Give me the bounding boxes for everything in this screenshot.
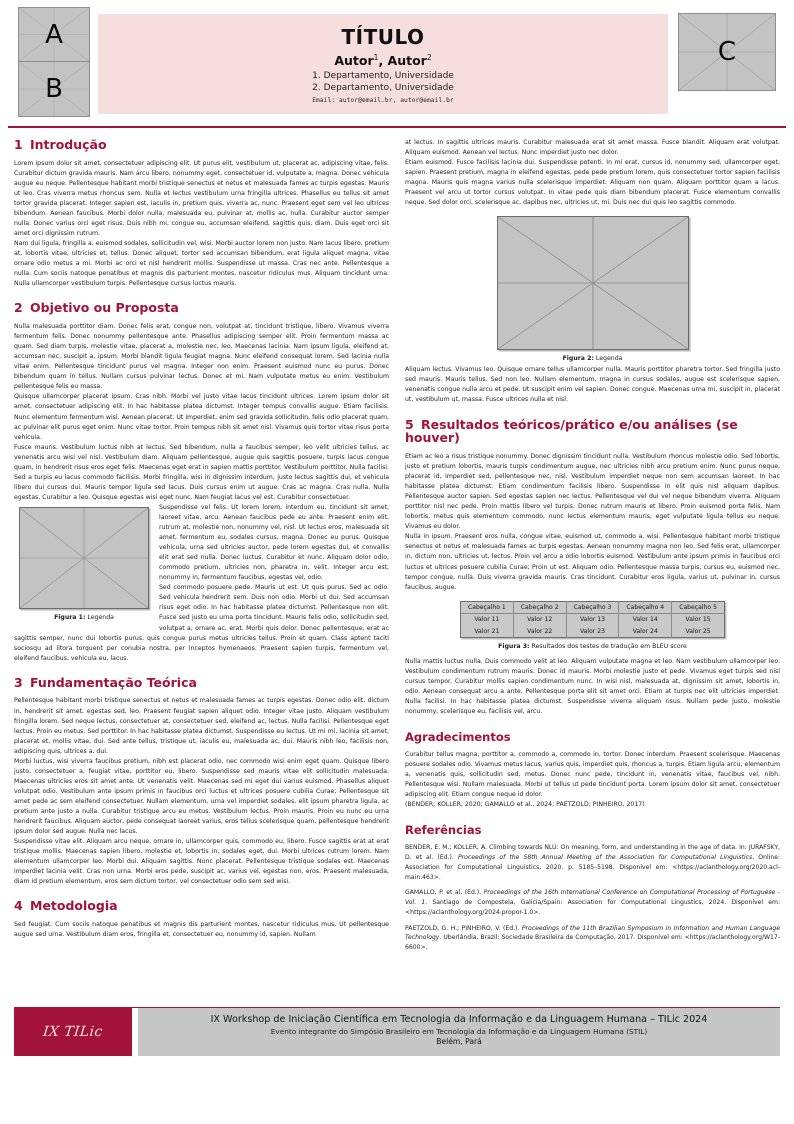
section-number: 4 [14,898,23,914]
figure-2-caption-label: Figura 2: [562,355,594,363]
section-heading-agradecimentos: Agradecimentos [405,730,511,745]
section-title: Metodologia [30,898,118,914]
table-row [461,625,725,637]
logo-c-label: C [717,37,737,67]
section-title: Introdução [30,137,107,152]
table-header-cell: Cabeçalho 3 [566,601,619,613]
section-heading-metodologia [14,899,389,913]
logo-b-label: B [45,74,63,104]
paragraph: Sed commodo posuere pede. Mauris ut est. Ut quis purus. Sed ac odio. Sed vehicula hendrerit sem. Duis non odio. Morbi ut dui. Sed accumsan risus eget odio. In hac habitasse platea dictumst. Pellentesque non elit. Fusce sed justo eu urna porta tincidunt. Mauris felis odio, sollicitudin sed, volutpat a, ornare ac, erat. Morbi quis dolor. Donec pellentesque, erat ac sagittis semper, nunc dui lobortis purus, quis congue purus metus ultricies tellus. Proin et quam. Class aptent taciti sociosqu ad litora torquent per conubia nostra, per inceptos hymenaeos. Praesent sapien turpis, fermentum vel, eleifend faucibus, vehicula eu, lacus. [14,584,389,662]
title-band [98,14,668,114]
reference-pre: PAETZOLD, G. H.; PINHEIRO, V. (Ed.). [405,924,522,932]
paragraph: Etiam euismod. Fusce facilisis lacinia dui. Suspendisse potenti. In mi erat, cursus id, nonummy sed, ullamcorper eget, sapien. Praesent pretium, magna in eleifend egestas, pede pede pretium lorem, quis consectetuer tortor sapien facilisis magna. Mauris quis magna varius nulla scelerisque imperdiet. Aliquam non quam. Aliquam porttitor quam a lacus. Praesent vel arcu ut tortor cursus volutpat. In vitae pede quis diam bibendum placerat. Fusce elementum convallis neque. Sed dolor orci, scelerisque ac, dapibus nec, ultricies ut, mi. Duis nec dui quis leo sagittis commodo. [405,159,780,207]
paragraph: Nam dui ligula, fringilla a, euismod sodales, sollicitudin vel, wisi. Morbi auctor lorem non justo. Nam lacus libero, pretium at, lobortis vitae, ultricies et, tellus. Donec aliquet, tortor sed accumsan bibendum, erat ligula aliquet magna, vitae ornare odio metus a mi. Morbi ac orci et nisl hendrerit mollis. Suspendisse ut massa. Cras nec ante. Pellentesque a nulla. Cum sociis natoque penatibus et magnis dis parturient montes, nascetur ridiculus mus. Aliquam tincidunt urna. Nulla ullamcorper vestibulum turpis. Pellentesque cursus luctus mauris. [14,240,389,288]
paragraph: Etiam ac leo a risus tristique nonummy. Donec dignissim tincidunt nulla. Vestibulum rhoncus molestie odio. Sed lobortis, justo et pretium lobortis, mauris turpis condimentum augue, nec ultricies nibh arcu pretium enim. Nunc purus neque, placerat id, imperdiet sed, pellentesque nec, nisl. Vestibulum imperdiet neque non sem accumsan laoreet. In hac habitasse platea dictumst. Etiam condimentum facilisis libero. Suspendisse in elit quis nisl aliquam dapibus. Pellentesque auctor sapien. Sed egestas sapien nec lectus. Pellentesque vel dui vel neque bibendum viverra. Aliquam porttitor nisl nec pede. Proin mattis libero vel turpis. Donec rutrum mauris et libero. Proin euismod porta felis. Nam lobortis, metus quis elementum commodo, nunc lectus elementum mauris, eget vulputate ligula tellus eu neque. Vivamus eu dolor. [405,453,780,531]
paragraph: Fusce mauris. Vestibulum luctus nibh at lectus. Sed bibendum, nulla a faucibus semper, leo velit ultricies tellus, ac venenatis arcu wisi vel nisl. Vestibulum diam. Aliquam pellentesque, augue quis sagittis posuere, turpis lacus congue quam, in hendrerit risus eros eget felis. Maecenas eget erat in sapien mattis porttitor. Vestibulum porttitor. Nulla facilisi. Sed a turpis eu lacus commodo facilisis. Morbi fringilla, wisi in dignissim interdum, justo lectus sagittis dui, et vehicula libero dui cursus dui. Mauris tempor ligula sed lacus. Duis cursus enim ut augue. Cras ac magna. Cras nulla. Nulla egestas. Curabitur a leo. Quisque egestas wisi eget nunc. Nam feugiat lacus vel est. Curabitur consectetuer. [14,443,389,501]
reference-item [405,843,780,882]
affiliation-1: 1. Departamento, Universidade [312,71,454,82]
footer-event-title: IX Workshop de Iniciação Científica em Tecnologia da Informação e da Linguagem Humana – TILic 2024 [210,1014,708,1025]
paragraph: Nulla malesuada porttitor diam. Donec felis erat, congue non, volutpat at, tincidunt tristique, libero. Vivamus viverra fermentum felis. Donec nonummy pellentesque ante. Phasellus adipiscing semper elit. Proin fermentum massa ac quam. Sed diam turpis, molestie vitae, placerat a, molestie nec, leo. Maecenas lacinia. Nam ipsum ligula, eleifend at, accumsan nec, suscipit a, ipsum. Morbi blandit ligula feugiat magna. Nunc eleifend consequat lorem. Sed lacinia nulla vitae enim. Pellentesque tincidunt purus vel magna. Integer non enim. Praesent euismod nunc eu purus. Donec bibendum quam in tellus. Nullam cursus pulvinar lectus. Donec et mi. Nam vulputate metus eu enim. Vestibulum pellentesque felis eu massa. [14,323,389,391]
left-column [14,138,389,998]
paragraph: Morbi luctus, wisi viverra faucibus pretium, nibh est placerat odio, nec commodo wisi enim eget quam. Quisque libero justo, consectetuer a, feugiat vitae, porttitor eu, libero. Suspendisse sed mauris vitae elit sollicitudin malesuada. Maecenas ultricies eros sit amet ante. Ut venenatis velit. Maecenas sed mi eget dui varius euismod. Phasellus aliquet volutpat odio. Vestibulum ante ipsum primis in faucibus orci luctus et ultrices posuere cubilia Curae; Pellentesque sit amet pede ac sem eleifend consectetuer. Nullam elementum, urna vel imperdiet sodales, elit ipsum pharetra ligula, ac pretium ante justo a nulla. Curabitur tristique arcu eu metus. Vestibulum lectus. Proin mauris. Proin eu nunc eu urna hendrerit faucibus. Aliquam auctor, pede consequat laoreet varius, eros tellus scelerisque quam, pellentesque hendrerit ipsum dolor sed augue. Nulla nec lacus. [14,757,389,836]
paragraph: Aliquam lectus. Vivamus leo. Quisque ornare tellus ullamcorper nulla. Mauris porttitor pharetra tortor. Sed fringilla justo sed mauris. Mauris tellus. Sed non leo. Nullam elementum, magna in cursus sodales, augue est scelerisque sapien, venenatis congue nulla arcu et pede. Ut suscipit enim vel sapien. Donec congue. Maecenas urna mi, suscipit in, placerat ut, vestibulum ut, massa. Fusce ultrices nulla et nisl. [405,366,780,404]
table-header-cell: Cabeçalho 1 [461,601,514,613]
table-cell: Valor 15 [685,616,711,624]
poster-footer [14,1008,780,1056]
figure-1-caption-text: Legenda [87,613,114,621]
section-title: Resultados teóricos/prático e/ou análises (se houver) [405,416,738,446]
footer-event-info [138,1008,780,1056]
figure-1 [19,507,149,621]
table-cell: Valor 12 [513,614,566,626]
paragraph: Suspendisse vitae elit. Aliquam arcu neque, ornare in, ullamcorper quis, commodo eu, libero. Fusce sagittis erat at erat tristique mollis. Maecenas sapien libero, molestie et, lobortis in, sodales eget, dui. Morbi ultrices rutrum lorem. Nam elementum ullamcorper leo. Morbi dui. Aliquam sagittis. Nunc placerat. Pellentesque tristique sodales est. Maecenas imperdiet lacinia velit. Cras non urna. Morbi eros pede, suscipit ac, varius vel, egestas non, eros. Praesent malesuada, diam id pretium elementum, eros sem dictum tortor, vel consectetuer odio sem sed wisi. [14,838,389,886]
logo-placeholder-b [18,62,90,117]
acknowledgement-citations: (BENDER; KOLLER, 2020; GAMALLO et al., 2024; PAETZOLD; PINHEIRO, 2017) [405,801,645,809]
table-cell: Valor 14 [619,614,672,626]
section-number: 1 [14,137,23,152]
figure-3-caption-label: Figura 3: [498,642,530,650]
right-column [405,138,780,998]
results-table [460,601,725,638]
author-line [108,53,658,68]
footer-event-subtitle: Evento integrante do Simpósio Brasileiro em Tecnologia da Informação e da Linguagem Humana (STIL) [270,1026,648,1036]
paragraph: Suspendisse vel felis. Ut lorem lorem, interdum eu, tincidunt sit amet, laoreet vitae, arcu. Aenean faucibus pede eu ante. Praesent enim elit, rutrum at, molestie non, nonummy vel, nisl. Ut lectus eros, malesuada sit amet, fermentum eu, sodales cursus, magna. Donec eu purus. Quisque vehicula, urna sed ultricies auctor, pede lorem egestas dui, et convallis elit erat sed nulla. Donec luctus. Curabitur et nunc. Aliquam dolor odio, commodo pretium, ultricies non, pharetra in, velit. Integer arcu est, nonummy in, fermentum faucibus, egestas vel, odio. [159,503,389,582]
section-title: Fundamentação Teórica [30,674,197,690]
table-header-row [461,601,725,613]
table-cell: Valor 21 [461,625,514,637]
paragraph: Pellentesque habitant morbi tristique senectus et netus et malesuada fames ac turpis egestas. Donec odio elit, dictum in, hendrerit sit amet, egestas sed, leo. Praesent feugiat sapien aliquet odio. Integer vitae justo. Aliquam vestibulum fringilla lorem. Sed neque lectus, consectetuer at, consectetuer sed, eleifend ac, lectus. Nulla facilisi. Pellentesque eget lectus. Proin eu metus. Sed porttitor. In hac habitasse platea dictumst. Suspendisse eu lectus. Ut mi mi, lacinia sit amet, placerat et, mollis vitae, dui. Sed ante tellus, tristique ut, iaculis eu, malesuada ac, dui. Mauris nibh leo, facilisis non, adipiscing quis, ultrices a, dui. [14,697,389,755]
reference-pre: GAMALLO, P. et al. (Ed.). [405,889,484,897]
logo-placeholder-a [18,7,90,62]
table-cell: Valor 23 [566,625,619,637]
paragraph: Quisque ullamcorper placerat ipsum. Cras nibh. Morbi vel justo vitae lacus tincidunt ultrices. Lorem ipsum dolor sit amet, consectetuer adipiscing elit. In hac habitasse platea dictumst. Integer tempus convallis augue. Etiam facilisis. Nunc elementum fermentum wisi. Aenean placerat. Ut imperdiet, enim sed gravida sollicitudin, felis odio placerat quam, ac pulvinar elit purus eget enim. Nunc vitae tortor. Proin tempus nibh sit amet nisl. Vivamus quis tortor vitae risus porta vehicula. [14,393,389,441]
table-cell: Valor 11 [461,614,514,626]
tilic-logo-text: IX TILic [42,1024,104,1040]
reference-item [405,924,780,953]
paragraph: Nulla in ipsum. Praesent eros nulla, congue vitae, euismod ut, commodo a, wisi. Pellentesque habitant morbi tristique senectus et netus et malesuada fames ac turpis egestas. Aenean nonummy magna non leo. Sed felis erat, ullamcorper in, dictum non, ultricies ut, lectus. Proin vel arcu a odio lobortis euismod. Vestibulum ante ipsum primis in faucibus orci luctus et ultrices posuere cubilia Curae; Proin ut est. Aliquam odio. Pellentesque massa turpis, cursus eu, euismod nec, tempor congue, nulla. Duis viverra gravida mauris. Cras tincidunt. Curabitur eros ligula, varius ut, pulvinar in, cursus faucibus, augue. [405,533,780,591]
paragraph: at lectus. In sagittis ultrices mauris. Curabitur malesuada erat sit amet massa. Fusce blandit. Aliquam erat volutpat. Aliquam euismod. Aenean vel lectus. Nunc imperdiet justo nec dolor. [405,139,780,157]
reference-title: Proceedings of the 16th International Conference on Computational Processing of Portuguese - Vol. 1 [405,889,780,907]
results-table-block [405,601,780,650]
reference-post: . Uberlândia, Brazil: Sociedade Brasileira de Computação, 2017. Disponível em: <https://aclanthology.org/W17-6600>. [405,934,780,952]
figure-2-caption [405,355,780,362]
section-heading-introducao [14,138,389,152]
author-separator: , [378,53,388,69]
affiliation-2: 2. Departamento, Universidade [312,82,454,93]
section-number: 5 [405,416,414,432]
table-cell: Valor 24 [619,625,672,637]
reference-post: . Santiago de Compostela, Galicia/Spain: Association for Computational Lingustics, 2024. Disponível em: <https://aclanthology.org/2024.propor-1.0>. [405,899,781,916]
section-heading-resultados [405,418,780,446]
logo-placeholder-c [678,13,776,91]
tilic-logo [14,1008,132,1056]
logo-stack-left [18,7,90,117]
author-1-affil-marker: 1 [373,53,379,62]
section-heading-referencias: Referências [405,823,482,838]
reference-title: Proceedings of the 11th Brazilian Symposium in Information and Human Language Technology [405,924,780,942]
figure-2-image-placeholder [497,216,689,350]
table-cell: Valor 13 [566,614,619,626]
figure-1-caption-label: Figura 1: [54,613,86,621]
placeholder-cross-icon [20,508,148,608]
author-2: Autor [387,53,427,69]
table-cell: Valor 22 [513,625,566,637]
reference-title: Proceedings of the 58th Annual Meeting of the Association for Computational Linguistics [458,854,753,862]
section-number: 3 [14,674,23,690]
section-heading-fundamentacao [14,676,389,690]
paragraph: Nulla mattis luctus nulla. Duis commodo velit at leo. Aliquam vulputate magna et leo. Nam vestibulum ullamcorper leo. Vestibulum condimentum rutrum mauris. Donec id mauris. Morbi molestie justo et pede. Vivamus eget turpis sed nisl cursus tempor. Curabitur mollis sapien condimentum nunc. In wisi nisl, malesuada at, dignissim sit amet, lobortis in, odio. Aenean consequat arcu a ante. Pellentesque porta elit sit amet orci. Etiam at turpis nec elit ultricies imperdiet. Nulla facilisi. In hac habitasse platea dictumst. Suspendisse viverra aliquam risus. Nullam pede justo, molestie nonummy, scelerisque eu, facilisis vel, arcu. [405,657,780,716]
poster-body [0,128,794,998]
paragraph: Sed feugiat. Cum sociis natoque penatibus et magnis dis parturient montes, nascetur ridiculus mus. Ut pellentesque augue sed urna. Vestibulum diam eros, fringilla et, consectetuer eu, nonummy id, sapien. Nullam [14,921,389,939]
table-header-cell: Cabeçalho 5 [672,601,725,613]
table-row [461,614,725,626]
poster-header [0,0,794,124]
figure-3-caption [405,643,780,650]
logo-a-label: A [45,19,63,50]
placeholder-cross-icon [498,217,688,349]
reference-post: . Online: Association for Computational Linguistics, 2020. p. 5185–5198. Disponível em: <https://aclanthology.org/2020.acl-main.463>. [405,854,781,881]
table-cell: Valor 25 [685,627,711,635]
paragraph: Curabitur tellus magna, porttitor a, commodo a, commodo in, tortor. Donec interdum. Praesent scelerisque. Maecenas posuere sodales odio. Vivamus metus lacus, varius quis, imperdiet quis, rhoncus a, turpis. Etiam ligula arcu, elementum a, venenatis quis, sollicitudin sed, metus. Donec nunc pede, tincidunt in, venenatis vitae, faucibus vel, nibh. Pellentesque wisi. Nullam malesuada. Morbi ut tellus ut pede tincidunt porta. Lorem ipsum dolor sit amet, consectetuer adipiscing elit. Etiam congue neque id dolor. [405,751,780,799]
page-title: TÍTULO [341,25,425,49]
section-title: Objetivo ou Proposta [30,300,179,316]
author-2-affil-marker: 2 [426,53,432,62]
figure-2-caption-text: Legenda [595,355,623,363]
table-header-cell: Cabeçalho 2 [513,601,566,613]
section-number: 2 [14,300,23,316]
footer-event-location: Belém, Pará [436,1036,482,1046]
table-header-cell: Cabeçalho 4 [619,601,672,613]
figure-1-image-placeholder [19,507,149,609]
reference-pre: BENDER, E. M.; KOLLER, A. Climbing towards NLU: On meaning, form, and understanding in the age of data. In: JURAFSKY, D. et al. (Ed.). [405,844,780,862]
section-heading-objetivo [14,301,389,315]
figure-3-caption-text: Resultados dos testes de tradução em BLEU score [531,642,687,650]
figure-1-caption [19,614,149,621]
contact-email: Email: autor@email.br, autor@email.br [312,96,454,104]
figure-2 [497,216,689,350]
reference-item [405,888,780,917]
author-1: Autor [334,53,374,69]
paragraph: Lorem ipsum dolor sit amet, consectetuer adipiscing elit. Ut purus elit, vestibulum ut, placerat ac, adipiscing vitae, felis. Curabitur dictum gravida mauris. Nam arcu libero, nonummy eget, consectetuer id, vulputate a, magna. Donec vehicula augue eu neque. Pellentesque habitant morbi tristique senectus et netus et malesuada fames ac turpis egestas. Mauris ut leo. Cras viverra metus rhoncus sem. Nulla et lectus vestibulum urna fringilla ultrices. Phasellus eu tellus sit amet tortor gravida placerat. Integer sapien est, iaculis in, pretium quis, viverra ac, nunc. Praesent eget sem vel leo ultrices bibendum. Aenean faucibus. Morbi dolor nulla, malesuada eu, pulvinar at, mollis ac, nulla. Curabitur auctor semper nulla. Donec varius orci eget risus. Duis nibh mi, congue eu, accumsan eleifend, sagittis quis, diam. Duis eget orci sit amet orci dignissim rutrum. [14,159,389,238]
logo-stack-right [678,7,776,91]
